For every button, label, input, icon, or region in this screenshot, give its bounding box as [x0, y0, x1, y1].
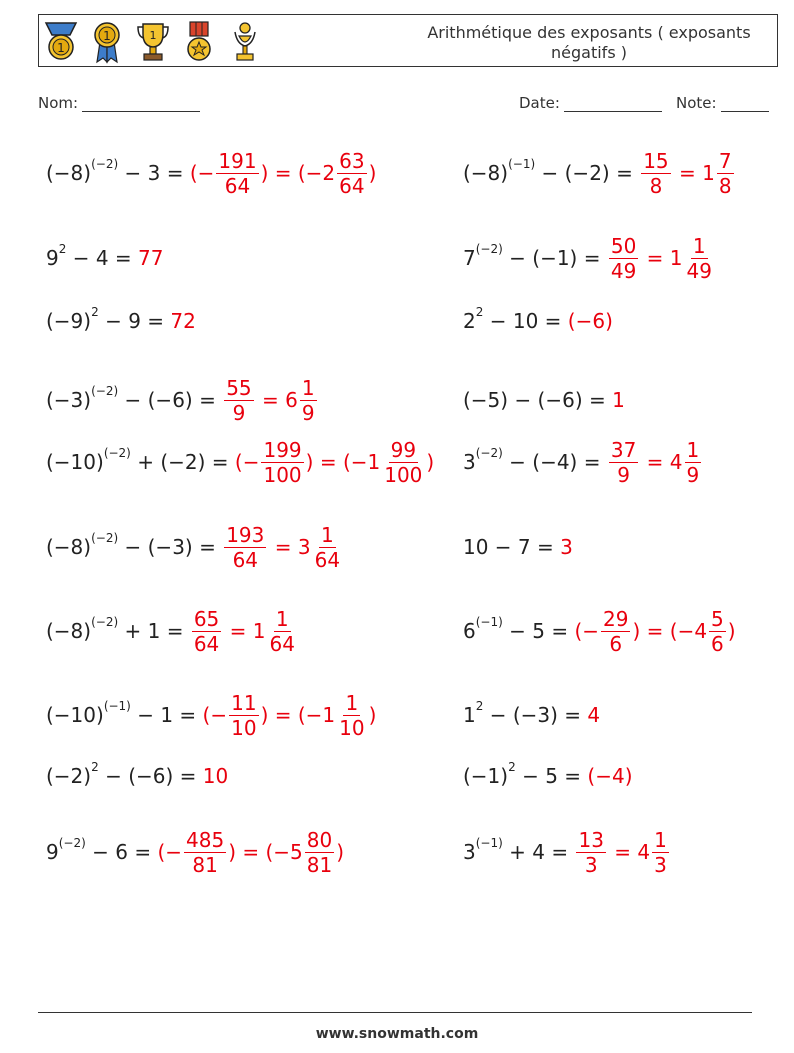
answer-fraction [267, 607, 296, 656]
problem-question [46, 760, 203, 788]
answer-text: ) [336, 840, 345, 864]
problem-base: 2 [463, 309, 476, 333]
fraction-numerator: 199 [263, 437, 302, 462]
fraction-numerator: 15 [643, 148, 669, 173]
problem-answer [639, 149, 735, 198]
answer-fraction [305, 828, 334, 877]
problem-operation: + 4 = [502, 840, 575, 864]
problem-item [46, 685, 376, 745]
problem-exponent: (−2) [91, 384, 119, 399]
note-blank[interactable] [721, 97, 769, 112]
answer-text: = 3 [268, 535, 311, 559]
answer-fraction [717, 149, 734, 198]
fraction-numerator: 1 [320, 522, 334, 547]
footer-divider [38, 1012, 752, 1013]
problem-item [46, 746, 228, 806]
problem-base: 3 [463, 450, 476, 474]
answer-fraction [652, 828, 669, 877]
fraction-numerator: 50 [610, 233, 637, 258]
fraction-numerator: 1 [654, 827, 667, 852]
problem-answer [222, 376, 318, 425]
problem-base: 7 [463, 246, 476, 270]
problem-answer [203, 764, 228, 788]
answer-text: 77 [138, 246, 164, 270]
fraction-denominator: 64 [339, 173, 365, 198]
answer-text: 72 [170, 309, 196, 333]
fraction-denominator: 64 [269, 631, 295, 656]
problem-answer [157, 828, 344, 877]
problem-answer [190, 149, 377, 198]
answer-text: ) = (−5 [228, 840, 303, 864]
problem-item [463, 685, 600, 745]
answer-text: (−6) [567, 309, 613, 333]
fraction-numerator: 13 [578, 827, 604, 852]
medal-ribbon-icon [43, 20, 79, 64]
fraction-denominator: 64 [314, 547, 341, 572]
problem-operation: − (−4) = [502, 450, 607, 474]
answer-fraction [313, 523, 342, 572]
fraction-denominator: 9 [686, 462, 700, 487]
award-icons [43, 19, 263, 65]
problem-question [46, 242, 139, 270]
problem-question [463, 242, 607, 270]
problem-base: 9 [46, 246, 59, 270]
problem-item [463, 432, 703, 492]
problem-item [463, 601, 736, 661]
answer-fraction [261, 438, 303, 487]
problem-question [46, 446, 235, 474]
name-label: Nom: [38, 94, 79, 112]
problem-exponent: 2 [508, 760, 516, 775]
answer-text: (− [189, 161, 215, 185]
problem-exponent: (−2) [91, 157, 119, 172]
medal-rosette-icon [89, 20, 125, 64]
problem-operation: − 3 = [118, 161, 190, 185]
fraction-denominator: 10 [339, 715, 365, 740]
fraction-numerator: 55 [226, 375, 252, 400]
problem-question [46, 157, 190, 185]
date-label: Date: [519, 94, 560, 112]
answer-fraction [216, 149, 258, 198]
problem-exponent: (−2) [103, 446, 131, 461]
problem-base: (−8) [46, 619, 92, 643]
problem-item [46, 143, 376, 203]
name-field [38, 94, 200, 112]
problem-base: (−9) [46, 309, 92, 333]
fraction-numerator: 63 [339, 148, 365, 173]
answer-fraction [685, 438, 702, 487]
fraction-numerator: 191 [218, 148, 257, 173]
problem-base: (−8) [46, 535, 92, 559]
fraction-numerator: 193 [226, 522, 265, 547]
problem-base: (−3) [46, 388, 92, 412]
fraction-denominator: 81 [192, 852, 218, 877]
problem-item [46, 517, 344, 577]
answer-fraction [609, 438, 638, 487]
note-label: Note: [676, 94, 717, 112]
problem-base: (−1) [463, 764, 509, 788]
answer-fraction [224, 523, 266, 572]
fraction-denominator: 100 [263, 462, 302, 487]
trophy-figure-icon [227, 20, 263, 64]
fraction-numerator: 80 [306, 827, 333, 852]
problem-answer [587, 703, 600, 727]
problem-base: (−10) [46, 450, 104, 474]
answer-fraction [337, 691, 366, 740]
answer-text: ) [368, 703, 377, 727]
date-blank[interactable] [564, 97, 662, 112]
fraction-denominator: 49 [686, 258, 712, 283]
problem-operation: − 1 = [130, 703, 203, 727]
problem-operation: + 1 = [118, 619, 190, 643]
problem-operation: − (−6) = [98, 764, 203, 788]
answer-text: 1 [612, 388, 625, 412]
problem-operation: − 9 = [98, 309, 171, 333]
fraction-numerator: 1 [301, 375, 315, 400]
problem-exponent: 2 [475, 305, 484, 320]
answer-text: = 1 [672, 161, 715, 185]
problem-exponent: (−1) [103, 699, 131, 714]
problem-item [463, 291, 613, 351]
problem-base: (−2) [46, 764, 92, 788]
answer-fraction [229, 691, 258, 740]
fraction-denominator: 100 [384, 462, 423, 487]
problem-answer [560, 535, 573, 559]
problem-item [463, 822, 671, 882]
note-field [676, 94, 769, 112]
fraction-numerator: 5 [711, 606, 724, 631]
problem-base: (−10) [46, 703, 104, 727]
answer-text: 10 [202, 764, 229, 788]
problem-operation: − 4 = [66, 246, 139, 270]
problem-exponent: (−1) [475, 836, 503, 851]
answer-fraction [609, 234, 638, 283]
answer-fraction [224, 376, 253, 425]
fraction-denominator: 64 [193, 631, 220, 656]
answer-fraction [192, 607, 221, 656]
answer-text: (− [234, 450, 260, 474]
problem-operation: − 6 = [85, 840, 158, 864]
answer-text: = 4 [640, 450, 683, 474]
trophy-cup-icon [135, 20, 171, 64]
problem-exponent: 2 [475, 699, 484, 714]
fraction-numerator: 7 [718, 148, 732, 173]
problem-question [46, 384, 223, 412]
problem-answer [190, 607, 299, 656]
answer-fraction [641, 149, 670, 198]
fraction-denominator: 10 [231, 715, 257, 740]
answer-text: ) = (−2 [260, 161, 336, 185]
fraction-numerator: 99 [390, 437, 417, 462]
problem-question [46, 531, 223, 559]
answer-fraction [709, 607, 726, 656]
fraction-denominator: 9 [617, 462, 630, 487]
problem-question [463, 535, 560, 559]
problem-answer [612, 388, 625, 412]
problem-question [463, 699, 588, 727]
problem-answer [574, 828, 670, 877]
problem-answer [203, 691, 377, 740]
answer-fraction [382, 438, 424, 487]
answer-fraction [601, 607, 630, 656]
problem-answer [587, 764, 632, 788]
answer-text: (− [157, 840, 183, 864]
problem-base: 9 [46, 840, 59, 864]
problem-exponent: (−2) [58, 836, 86, 851]
fraction-denominator: 64 [224, 173, 251, 198]
answer-fraction [184, 828, 226, 877]
fraction-numerator: 29 [603, 606, 629, 631]
problem-question [46, 615, 190, 643]
problem-operation: − 5 = [515, 764, 588, 788]
date-field [519, 94, 662, 112]
problem-operation: − (−3) = [483, 703, 588, 727]
fraction-numerator: 485 [186, 827, 225, 852]
answer-text: = 4 [607, 840, 651, 864]
problem-item [463, 143, 736, 203]
problem-item [46, 370, 319, 430]
problem-item [46, 601, 299, 661]
fraction-denominator: 3 [654, 852, 667, 877]
problem-base: (−8) [46, 161, 92, 185]
problem-base: 1 [463, 703, 476, 727]
problem-question [463, 615, 575, 643]
problem-exponent: (−2) [475, 446, 503, 461]
problem-base: 3 [463, 840, 476, 864]
problem-question [46, 305, 171, 333]
fraction-denominator: 81 [306, 852, 333, 877]
problem-item [46, 432, 434, 492]
svg-text:1: 1 [149, 29, 157, 42]
problem-answer [574, 607, 735, 656]
problem-operation: − (−2) = [535, 161, 640, 185]
problem-answer [170, 309, 195, 333]
problem-exponent: (−1) [508, 157, 536, 172]
fraction-denominator: 64 [232, 547, 259, 572]
problem-question [463, 157, 640, 185]
answer-text: = 1 [223, 619, 266, 643]
worksheet-header [38, 14, 778, 67]
problem-item [463, 517, 573, 577]
fraction-denominator: 9 [301, 400, 315, 425]
problem-operation: − (−1) = [502, 246, 607, 270]
answer-fraction [300, 376, 317, 425]
problem-item [46, 291, 196, 351]
fraction-denominator: 6 [609, 631, 623, 656]
fraction-denominator: 6 [711, 631, 724, 656]
fraction-numerator: 65 [193, 606, 220, 631]
problem-base: 6 [463, 619, 476, 643]
problem-exponent: 2 [91, 305, 99, 320]
answer-text: ) = (−1 [305, 450, 381, 474]
answer-text: (− [202, 703, 228, 727]
problem-question [463, 760, 588, 788]
fraction-numerator: 1 [686, 437, 700, 462]
problem-answer [235, 438, 434, 487]
problem-question [463, 446, 607, 474]
fraction-denominator: 9 [232, 400, 246, 425]
problem-question [463, 305, 568, 333]
problem-question [46, 836, 158, 864]
answer-text: ) = (−1 [260, 703, 336, 727]
answer-text: 4 [587, 703, 601, 727]
problem-item [46, 822, 344, 882]
fraction-numerator: 37 [610, 437, 637, 462]
problem-question [463, 388, 612, 412]
worksheet-title: Arithmétique des exposants ( exposants négatifs ) [427, 23, 751, 62]
problem-exponent: 2 [91, 760, 99, 775]
problem-base: (−8) [463, 161, 509, 185]
answer-text: ) [368, 161, 377, 185]
problem-operation: − (−3) = [118, 535, 223, 559]
answer-text: 3 [560, 535, 573, 559]
answer-text: ) [727, 619, 736, 643]
fraction-denominator: 8 [649, 173, 663, 198]
fraction-numerator: 1 [275, 606, 289, 631]
problem-exponent: (−2) [475, 242, 503, 257]
answer-text: = 1 [640, 246, 683, 270]
problem-exponent: (−2) [91, 531, 119, 546]
problem-operation: − (−6) = [118, 388, 223, 412]
answer-text: = 6 [255, 388, 298, 412]
footer-url: www.snowmath.com [315, 1026, 479, 1042]
svg-text:1: 1 [57, 41, 65, 55]
problem-item [463, 228, 716, 288]
problem-answer [607, 438, 703, 487]
fraction-denominator: 3 [584, 852, 598, 877]
answer-text: (− [574, 619, 600, 643]
fraction-numerator: 1 [345, 690, 359, 715]
problem-item [463, 370, 625, 430]
answer-fraction [576, 828, 605, 877]
problem-exponent: (−2) [91, 615, 119, 630]
problem-answer [138, 246, 163, 270]
problem-operation: (−5) − (−6) = [463, 388, 613, 412]
problem-operation: + (−2) = [130, 450, 235, 474]
problem-answer [607, 234, 716, 283]
problem-exponent: 2 [58, 242, 67, 257]
medal-star-icon [181, 20, 217, 64]
answer-text: ) = (−4 [632, 619, 708, 643]
problem-item [46, 228, 164, 288]
answer-fraction [685, 234, 714, 283]
answer-fraction [337, 149, 366, 198]
problem-question [46, 699, 203, 727]
problem-question [463, 836, 575, 864]
fraction-denominator: 49 [610, 258, 637, 283]
problem-operation: 10 − 7 = [463, 535, 561, 559]
fraction-numerator: 11 [231, 690, 257, 715]
problem-operation: − 5 = [502, 619, 575, 643]
problem-answer [568, 309, 613, 333]
answer-text: (−4) [587, 764, 633, 788]
problem-item [463, 746, 633, 806]
problem-exponent: (−1) [475, 615, 503, 630]
problem-operation: − 10 = [483, 309, 568, 333]
svg-text:1: 1 [103, 29, 111, 43]
problem-answer [222, 523, 344, 572]
name-blank[interactable] [82, 97, 200, 112]
answer-text: ) [426, 450, 435, 474]
fraction-numerator: 1 [692, 233, 706, 258]
fraction-denominator: 8 [718, 173, 732, 198]
